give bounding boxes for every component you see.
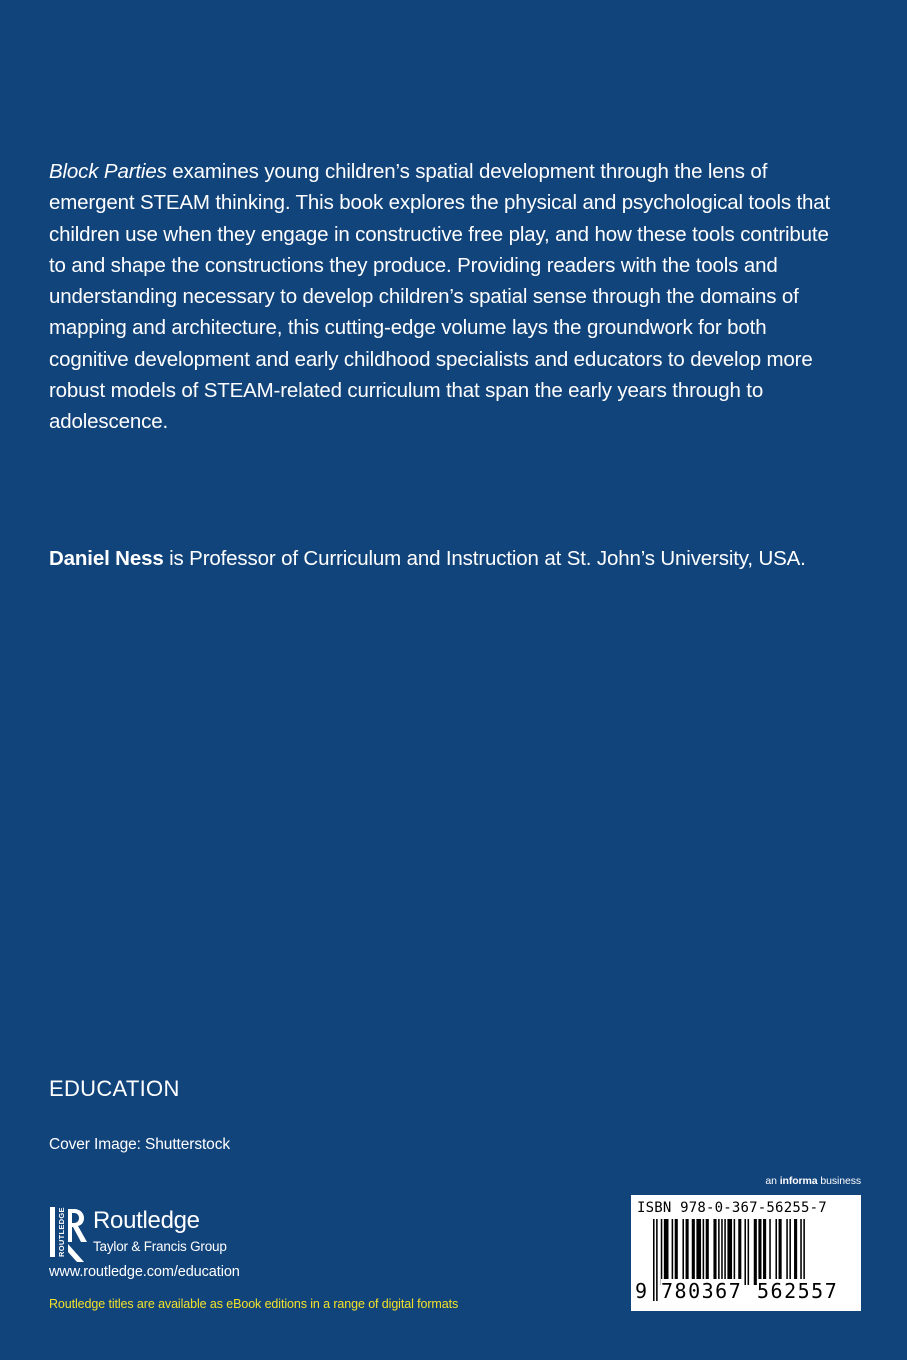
barcode-bar xyxy=(686,1219,689,1285)
barcode-bar xyxy=(786,1219,788,1285)
barcode-right-digits: 562557 xyxy=(757,1279,839,1303)
barcode-digits xyxy=(631,1279,861,1305)
barcode-bar xyxy=(794,1219,797,1285)
informa-prefix: an xyxy=(765,1175,780,1187)
barcode-bar xyxy=(738,1219,741,1285)
barcode-bar xyxy=(672,1219,674,1285)
barcode-bar xyxy=(734,1219,736,1285)
publisher-name: Routledge xyxy=(93,1207,200,1234)
barcode-bar xyxy=(769,1219,771,1285)
author-bio-text: is Professor of Curriculum and Instruction at St. John’s University, USA. xyxy=(163,547,806,570)
informa-suffix: business xyxy=(817,1175,861,1187)
barcode-bar xyxy=(779,1219,782,1285)
barcode-bar xyxy=(744,1219,746,1285)
barcode-bar xyxy=(706,1219,709,1285)
publisher-block xyxy=(49,1206,309,1264)
barcode-bar xyxy=(664,1219,669,1285)
barcode-bar xyxy=(696,1219,701,1285)
barcode-bar xyxy=(758,1219,761,1285)
barcode-bar xyxy=(763,1219,766,1285)
barcode-lead-digit: 9 xyxy=(635,1279,648,1303)
barcode-bar xyxy=(775,1219,777,1285)
publisher-group: Taylor & Francis Group xyxy=(93,1239,227,1254)
logo-vertical-text: ROUTLEDGE xyxy=(57,1207,66,1257)
barcode-bar xyxy=(682,1219,684,1285)
barcode-bar xyxy=(675,1219,678,1285)
book-title-italic: Block Parties xyxy=(49,160,167,183)
isbn-barcode xyxy=(631,1195,861,1311)
barcode-bar xyxy=(748,1219,750,1285)
informa-brand: informa xyxy=(779,1175,818,1187)
isbn-label: ISBN 978-0-367-56255-7 xyxy=(637,1200,827,1216)
blurb-body: examines young children’s spatial development through the lens of emergent STEAM thinking. This book explores the physical and psychological tools that children use when they engage in constructive free play, and how these tools contribute to and shape the constructions they produce. Providing readers with the tools and understanding necessary to develop children’s spatial sense through the domains of mapping and architecture, this cutting-edge volume lays the groundwork for both cognitive development and early childhood specialists and educators to develop more robust models of STEAM-related curriculum that span the early years through to adolescence. xyxy=(49,160,831,434)
informa-business-tag xyxy=(765,1175,861,1187)
publisher-url[interactable]: www.routledge.com/education xyxy=(49,1264,240,1280)
barcode-bar xyxy=(754,1219,757,1285)
barcode-bar xyxy=(718,1219,720,1285)
author-bio xyxy=(49,543,869,574)
subject-category: EDUCATION xyxy=(49,1076,180,1101)
author-name: Daniel Ness xyxy=(49,547,164,570)
barcode-bar xyxy=(692,1219,695,1285)
barcode-bar xyxy=(789,1219,791,1285)
routledge-logo-icon xyxy=(49,1206,87,1264)
barcode-bar xyxy=(713,1219,716,1285)
cover-image-credit: Cover Image: Shutterstock xyxy=(49,1136,230,1153)
barcode-bar xyxy=(703,1219,705,1285)
back-cover-blurb xyxy=(49,156,849,438)
barcode-left-digits: 780367 xyxy=(661,1279,743,1303)
ebook-availability-note: Routledge titles are available as eBook editions in a range of digital formats xyxy=(49,1297,459,1311)
barcode-bar xyxy=(661,1219,663,1285)
